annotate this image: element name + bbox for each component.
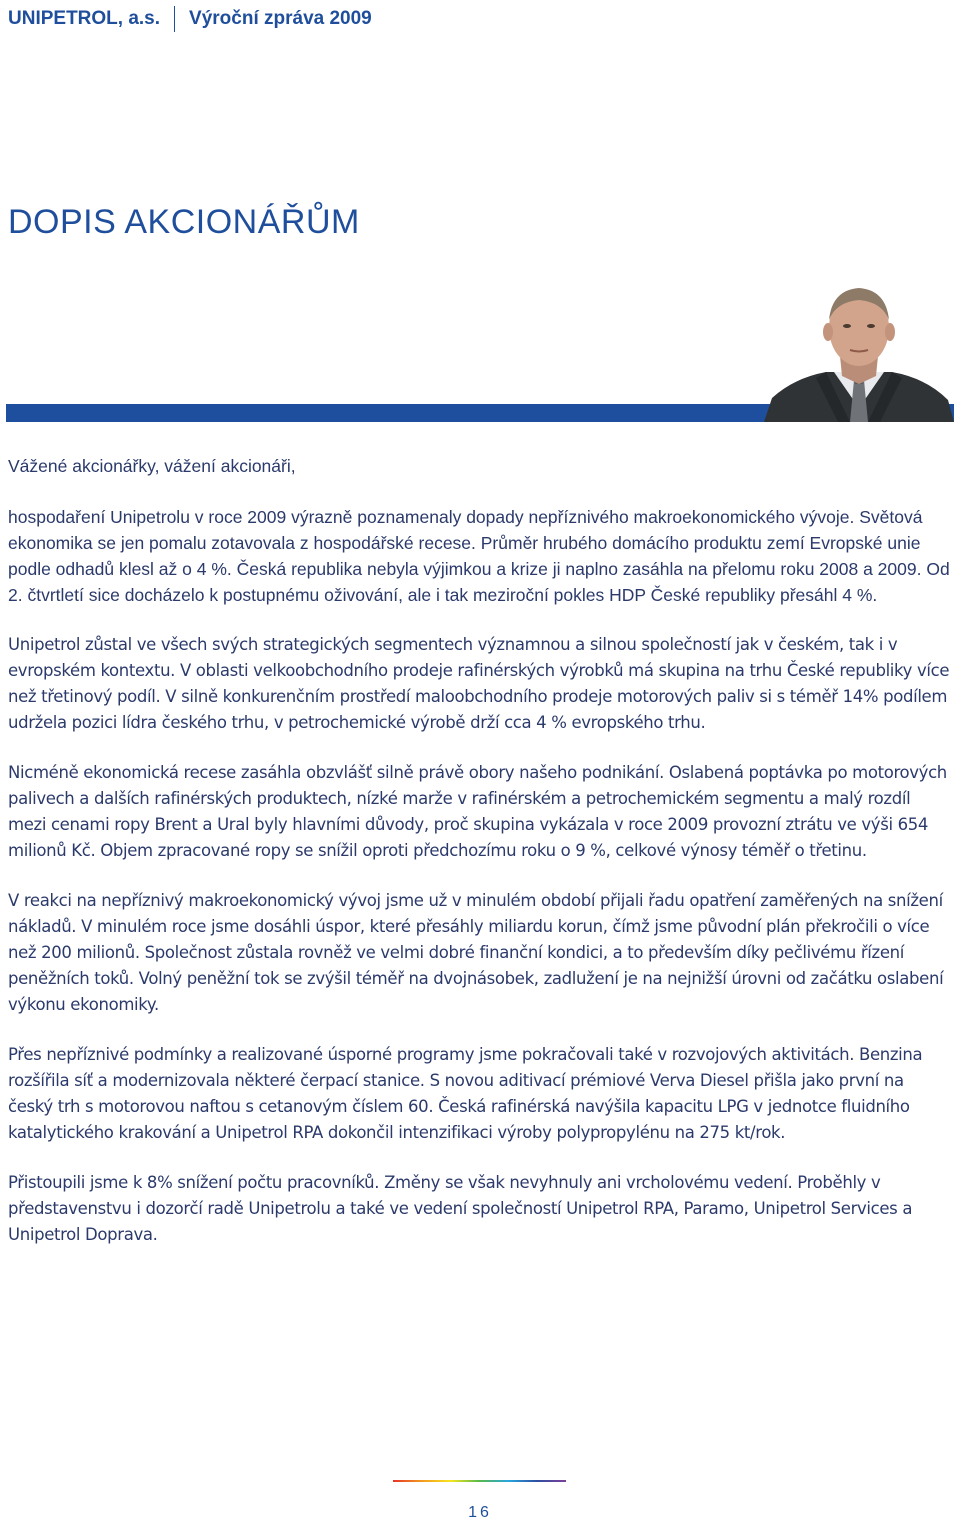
paragraph-1: hospodaření Unipetrolu v roce 2009 výrazně poznamenaly dopady nepříznivého makroekonomického vývoje. Světová ekonomika se jen pomalu zotavovala z hospodářské recese. Průměr hrubého domácího produktu zemí Evropské unie podle odhadů klesl až o 4 %. Česká republika nebyla výjimkou a krize ji naplno zasáhla na přelomu roku 2008 a 2009. Od 2. čtvrtletí sice docházelo k postupnému oživování, ale i tak meziroční pokles HDP České republiky přesáhl 4 %. (8, 507, 950, 605)
company-name: UNIPETROL, a.s. (8, 8, 161, 29)
footer-rainbow-rule (393, 1480, 566, 1482)
report-title: Výroční zpráva 2009 (189, 8, 372, 29)
paragraph-3: Nicméně ekonomická recese zasáhla obzvlášť silně právě obory našeho podnikání. Oslabená poptávka po motorových palivech a dalších rafinérských produktech, nízké marže v rafinérském a petrochemickém segmentu a malý rozdíl mezi cenami ropy Brent a Ural byly hlavními důvody, proč skupina vykázala v roce 2009 provozní ztrátu ve výši 654 milionů Kč. Objem zpracované ropy se snížil oproti předchozímu roku o 9 %, celkové výnosy téměř o třetinu. (8, 763, 947, 860)
header (8, 6, 372, 32)
paragraph-5: Přes nepříznivé podmínky a realizované úsporné programy jsme pokračovali také v rozvojových aktivitách. Benzina rozšířila síť a modernizovala některé čerpací stanice. S novou aditivací prémiové Verva Diesel přišla jako první na český trh s motorovou naftou s cetanovým číslem 60. Česká rafinérská navýšila kapacitu LPG v jednotce fluidního katalytického krakování a Unipetrol RPA dokončil intenzifikaci výroby polypropylénu na 275 kt/rok. (8, 1045, 923, 1142)
letter-body (8, 453, 953, 1272)
paragraph-4: V reakci na nepříznivý makroekonomický vývoj jsme už v minulém období přijali řadu opatření zaměřených na snížení nákladů. V minulém roce jsme dosáhli úspor, které přesáhly miliardu korun, čímž jsme původní plán překročili o více než 200 milionů. Společnost zůstala rovněž ve velmi dobré finanční kondici, a to především díky pečlivému řízení peněžních toků. Volný peněžní tok se zvýšil téměř na dvojnásobek, zadlužení je na nejnižší úrovni od začátku oslabení výkonu ekonomiky. (8, 891, 944, 1014)
portrait-photo (764, 280, 954, 422)
paragraph-2: Unipetrol zůstal ve všech svých strategických segmentech významnou a silnou společností jak v českém, tak i v evropském kontextu. V oblasti velkoobchodního prodeje rafinérských výrobků má skupina na trhu České republiky více než třetinový podíl. V silně konkurenčním prostředí maloobchodního prodeje motorových paliv si s téměř 14% podílem udržela pozici lídra českého trhu, v petrochemické výrobě drží cca 4 % evropského trhu. (8, 635, 950, 732)
page-title: DOPIS AKCIONÁŘŮM (8, 202, 360, 241)
salutation: Vážené akcionářky, vážení akcionáři, (8, 456, 296, 476)
header-divider (174, 6, 175, 32)
paragraph-6: Přistoupili jsme k 8% snížení počtu pracovníků. Změny se však nevyhnuly ani vrcholovému vedení. Proběhly v představenstvu i dozorčí radě Unipetrolu a také ve vedení společností Unipetrol RPA, Paramo, Unipetrol Services a Unipetrol Doprava. (8, 1173, 913, 1244)
page-number: 16 (468, 1504, 492, 1521)
